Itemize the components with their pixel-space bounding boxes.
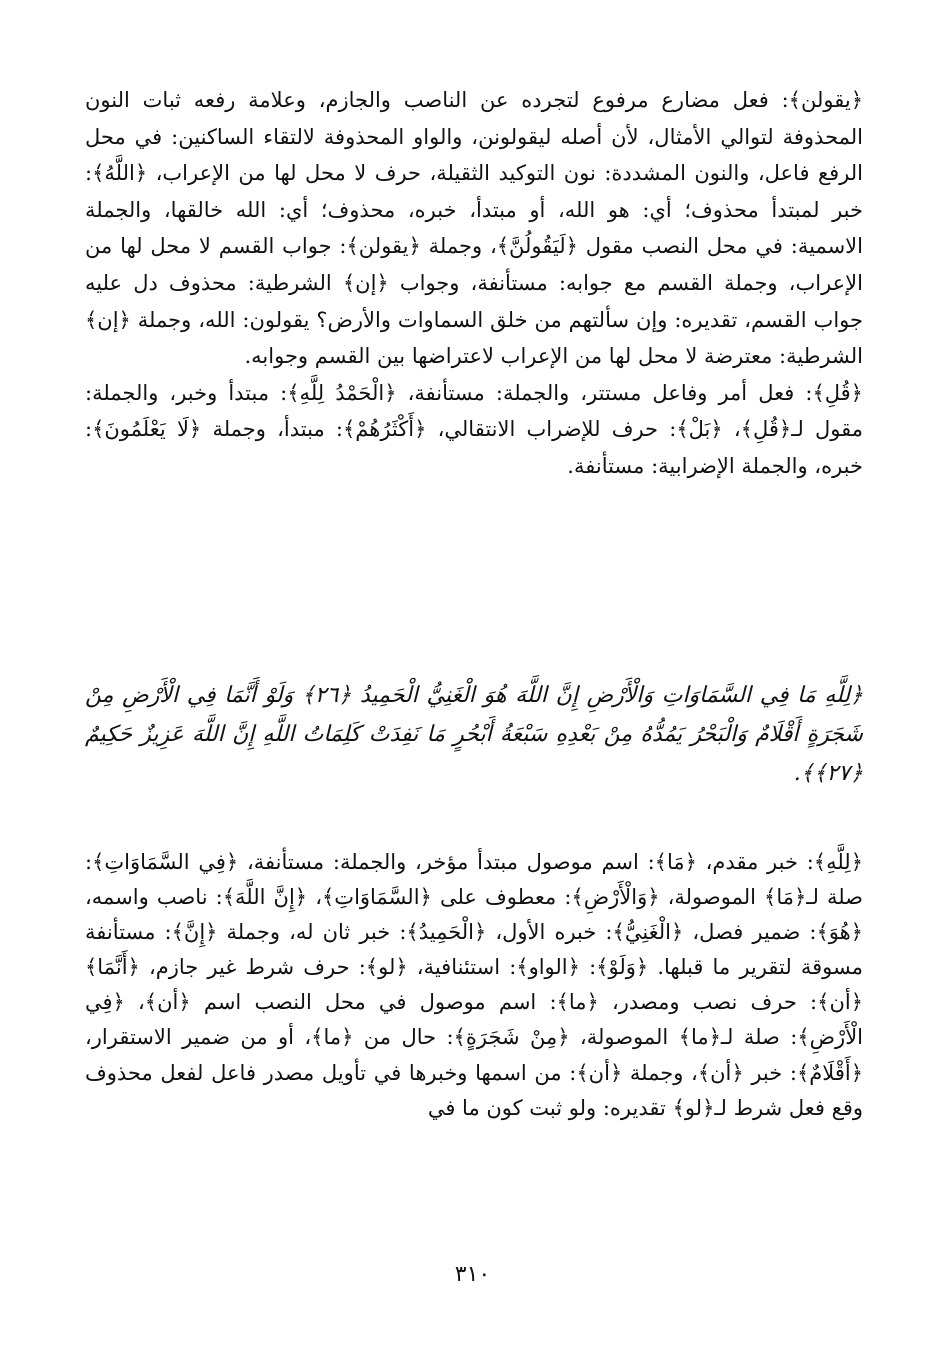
commentary-section-2: ﴿لِلَّهِ﴾: خبر مقدم، ﴿مَا﴾: اسم موصول مبتدأ مؤخر، والجملة: مستأنفة، ﴿فِي السَّمَاوَاتِ﴾: صلة لـ﴿مَا﴾ الموصولة، ﴿وَالْأَرْضِ﴾: معطوف على ﴿السَّمَاوَاتِ﴾، ﴿إِنَّ اللَّهَ﴾: ناصب واسمه، ﴿هُوَ﴾: ضمير فصل، ﴿الْغَنِيُّ﴾: خبره الأول، ﴿الْحَمِيدُ﴾: خبر ثان له، وجملة ﴿إِنَّ﴾: مستأنفة مسوقة لتقرير ما قبلها. ﴿وَلَوْ﴾: ﴿الواو﴾: استئنافية، ﴿لو﴾: حرف شرط غير جازم، ﴿أَنَّمَا﴾ ﴿أن﴾: حرف نصب ومصدر، ﴿ما﴾: اسم موصول في محل النصب اسم ﴿أن﴾، ﴿فِي الْأَرْضِ﴾: صلة لـ﴿ما﴾ الموصولة، ﴿مِنْ شَجَرَةٍ﴾: حال من ﴿ما﴾، أو من ضمير الاستقرار، ﴿أَقْلَامٌ﴾: خبر ﴿أن﴾، وجملة ﴿أن﴾: من اسمها وخبرها في تأويل مصدر فاعل لفعل محذوف وقع فعل شرط لـ﴿لو﴾ تقديره: ولو ثبت كون ما في [85, 850, 863, 1120]
commentary-paragraph: ﴿قُلِ﴾: فعل أمر وفاعل مستتر، والجملة: مستأنفة، ﴿الْحَمْدُ لِلَّهِ﴾: مبتدأ وخبر، والجملة: مقول لـ﴿قُلِ﴾، ﴿بَلْ﴾: حرف للإضراب الانتقالي، ﴿أَكْثَرُهُمْ﴾: مبتدأ، وجملة ﴿لَا يَعْلَمُونَ﴾: خبره، والجملة الإضرابية: مستأنفة. [85, 380, 863, 478]
page-number: ٣١٠ [454, 1262, 491, 1287]
commentary-section-1 [85, 82, 863, 485]
quran-verse: ﴿لِلَّهِ مَا فِي السَّمَاوَاتِ وَالْأَرْضِ إِنَّ اللَّهَ هُوَ الْغَنِيُّ الْحَمِيدُ ﴿٢٦﴾ وَلَوْ أَنَّمَا فِي الْأَرْضِ مِنْ شَجَرَةٍ أَقْلَامٌ وَالْبَحْرُ يَمُدُّهُ مِنْ بَعْدِهِ سَبْعَةُ أَبْحُرٍ مَا نَفِدَتْ كَلِمَاتُ اللَّهِ إِنَّ اللَّهَ عَزِيزٌ حَكِيمٌ ﴿٢٧﴾﴾. [85, 683, 863, 786]
commentary-paragraph: ﴿يقولن﴾: فعل مضارع مرفوع لتجرده عن الناصب والجازم، وعلامة رفعه ثبات النون المحذوفة لتوالي الأمثال، لأن أصله ليقولونن، والواو المحذوفة لالتقاء الساكنين: في محل الرفع فاعل، والنون المشددة: نون التوكيد الثقيلة، حرف لا محل لها من الإعراب، ﴿اللَّهُ﴾: خبر لمبتدأ محذوف؛ أي: هو الله، أو مبتدأ، خبره، محذوف؛ أي: الله خالقها، والجملة الاسمية: في محل النصب مقول ﴿لَيَقُولُنَّ﴾، وجملة ﴿يقولن﴾: جواب القسم لا محل لها من الإعراب، وجملة القسم مع جوابه: مستأنفة، وجواب ﴿إن﴾ الشرطية: محذوف دل عليه جواب القسم، تقديره: وإن سألتهم من خلق السماوات والأرض؟ يقولون: الله، وجملة ﴿إن﴾ الشرطية: معترضة لا محل لها من الإعراب لاعتراضها بين القسم وجوابه. [85, 88, 863, 369]
